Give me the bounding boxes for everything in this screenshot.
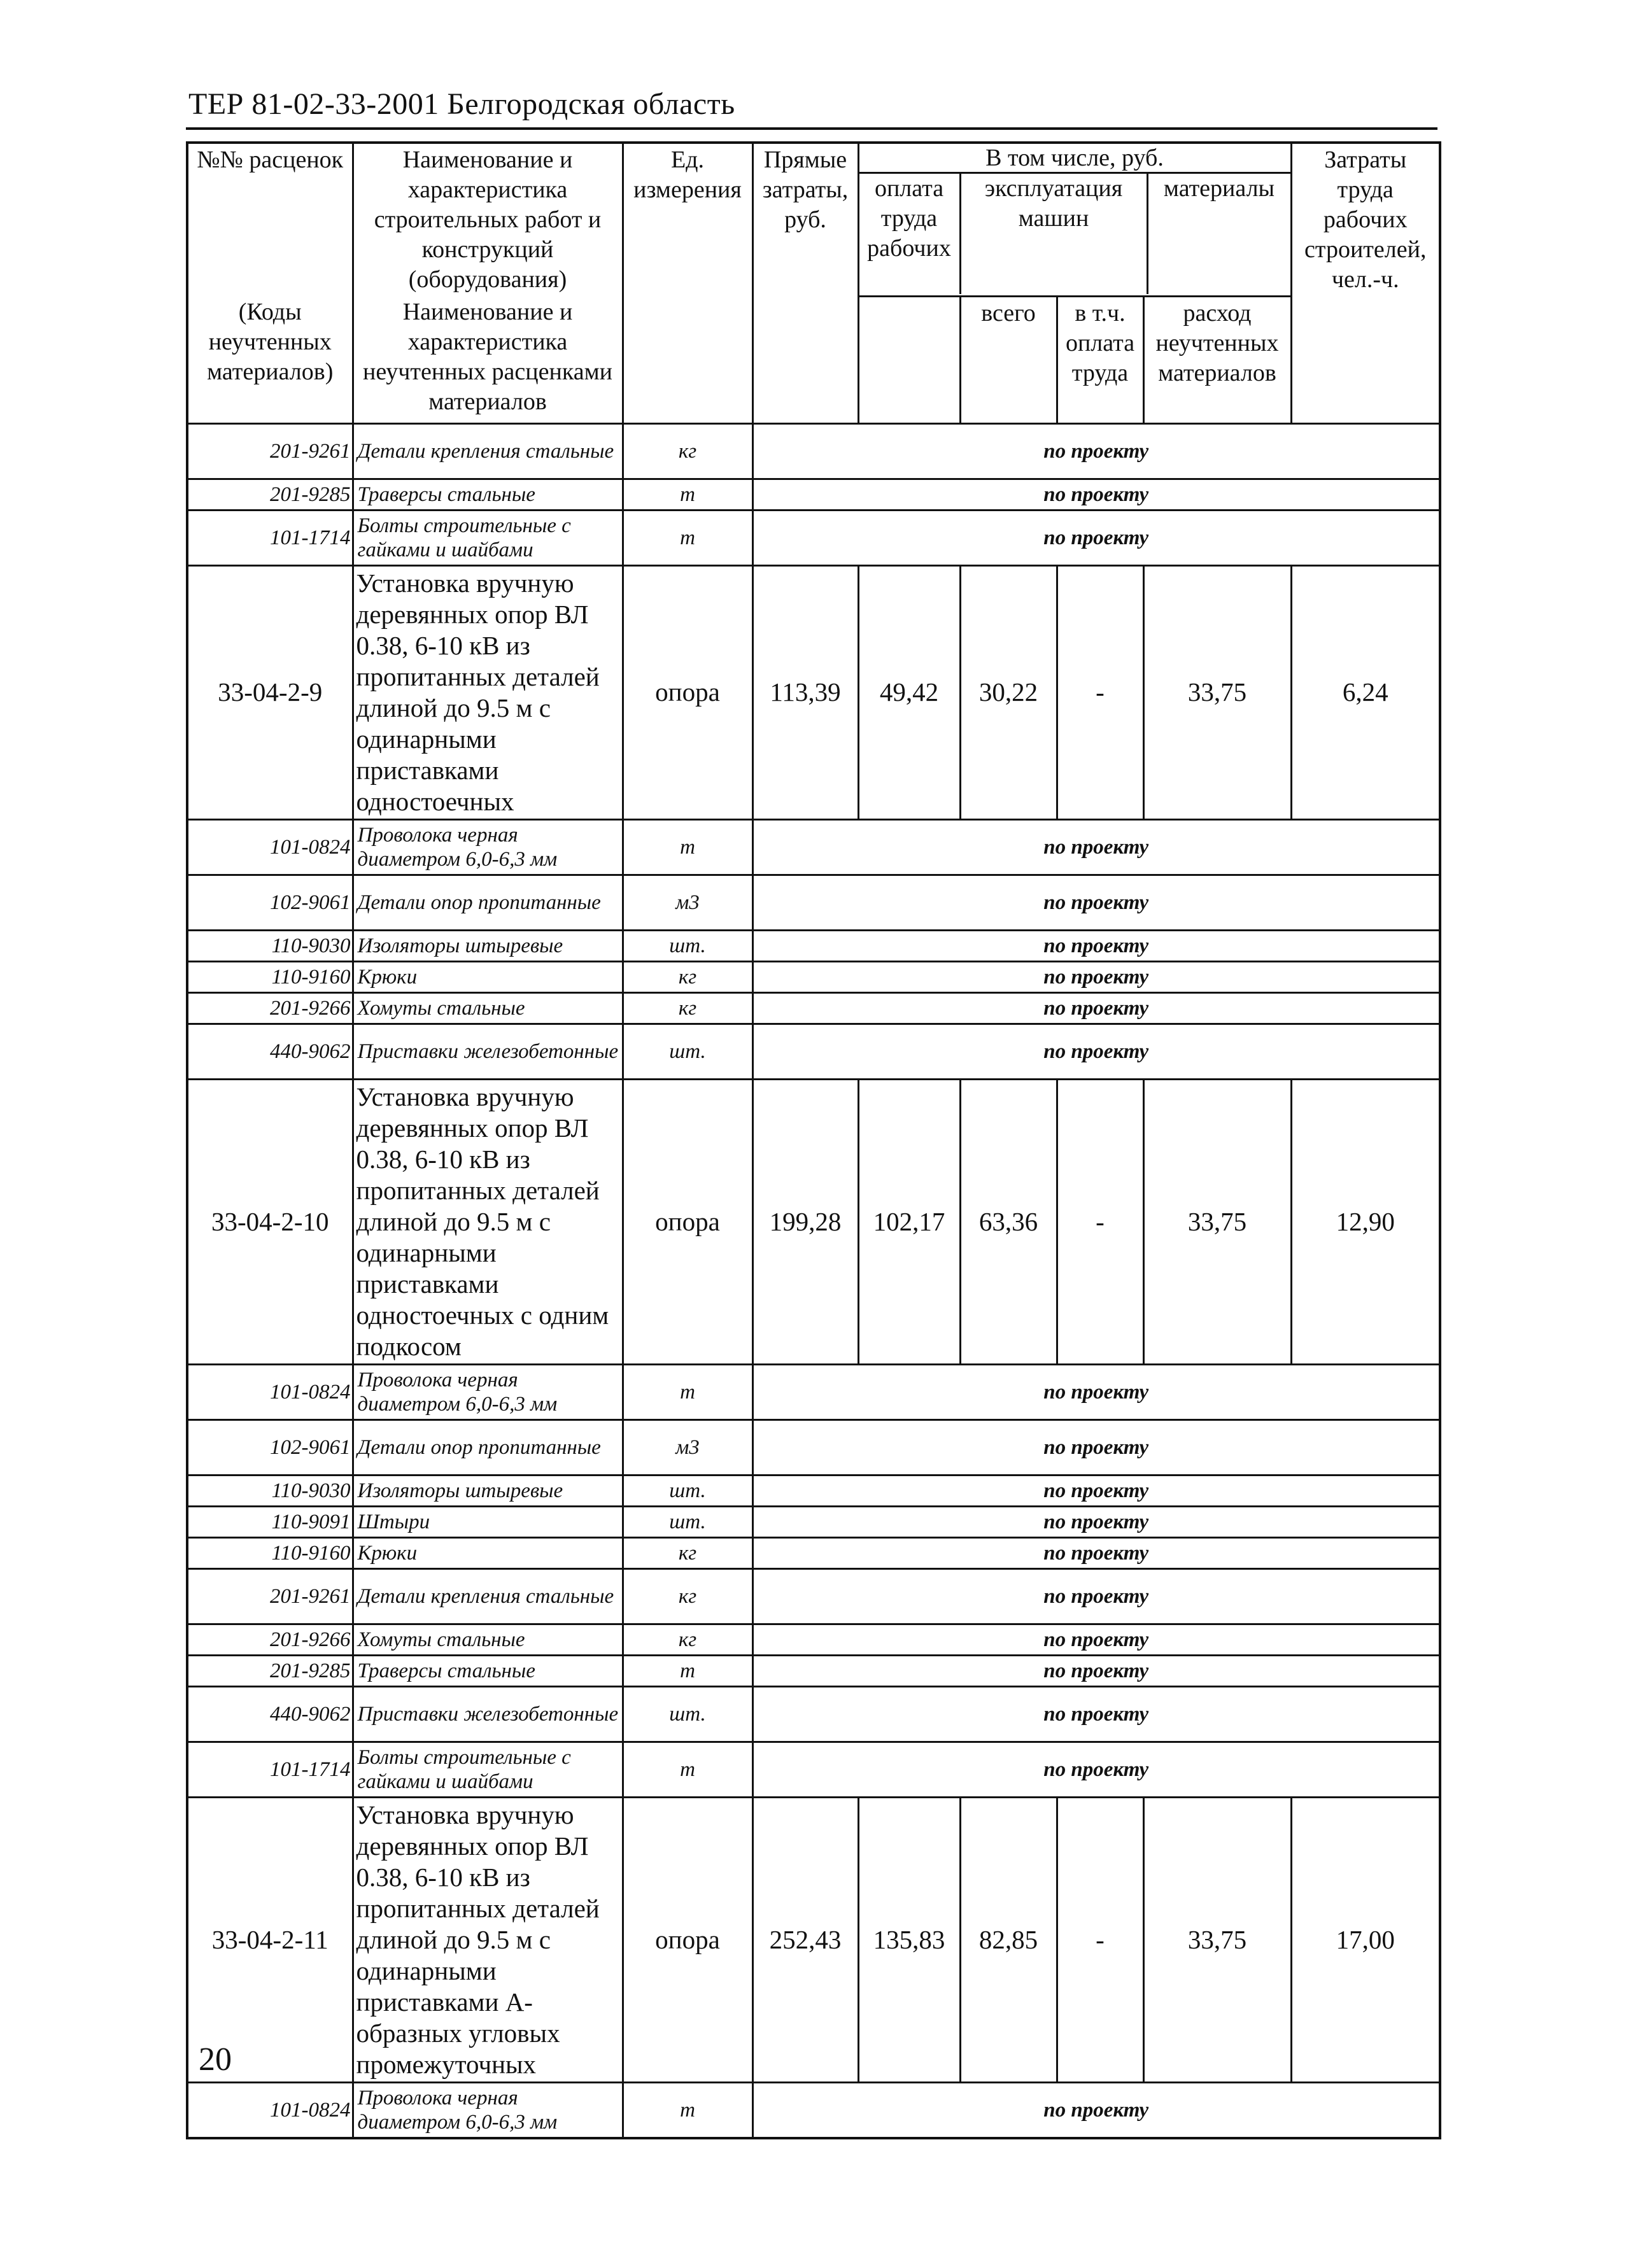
by-project-note: по проекту (752, 930, 1440, 961)
material-name: Детали опор пропитанные (353, 1419, 623, 1475)
material-name: Болты строительные с гайками и шайбами (353, 1742, 623, 1797)
title-underline (186, 127, 1437, 130)
material-code: 101-1714 (187, 510, 353, 565)
material-name: Проволока черная диаметром 6,0-6,3 мм (353, 1364, 623, 1419)
rate-wages: 102,17 (858, 1079, 960, 1364)
rates-table (186, 141, 1441, 2139)
by-project-note: по проекту (752, 1568, 1440, 1624)
material-row (187, 1568, 1440, 1624)
material-name: Проволока черная диаметром 6,0-6,3 мм (353, 2082, 623, 2138)
material-unit: т (623, 1655, 752, 1686)
rate-materials: 33,75 (1143, 565, 1291, 819)
header-row-top (187, 143, 1440, 296)
material-row (187, 423, 1440, 479)
rate-name: Установка вручную деревянных опор ВЛ 0.38, 6-10 кВ из пропитанных деталей длиной до 9.5 м с одинарными приставками одностоечных с одним подкосом (353, 1079, 623, 1364)
by-project-note: по проекту (752, 819, 1440, 875)
rate-name: Установка вручную деревянных опор ВЛ 0.38, 6-10 кВ из пропитанных деталей длиной до 9.5 м с одинарными приставками А-образных угловых промежуточных (353, 1797, 623, 2082)
material-row (187, 1537, 1440, 1568)
rate-unit: опора (623, 1797, 752, 2082)
document-title: ТЕР 81-02-33-2001 Белгородская область (188, 87, 735, 121)
material-name: Детали крепления стальные (353, 423, 623, 479)
header-including: В том числе, руб. (859, 144, 1290, 174)
by-project-note: по проекту (752, 1624, 1440, 1655)
by-project-note: по проекту (752, 1686, 1440, 1742)
material-unit: м3 (623, 1419, 752, 1475)
by-project-note: по проекту (752, 1364, 1440, 1419)
material-unit: т (623, 1742, 752, 1797)
material-row (187, 1624, 1440, 1655)
by-project-note: по проекту (752, 1537, 1440, 1568)
rate-materials: 33,75 (1143, 1079, 1291, 1364)
header-work-name: Наименование и характеристика строительных работ и конструкций (оборудования) (353, 143, 623, 296)
header-materials: материалы (1163, 175, 1275, 202)
material-row (187, 1655, 1440, 1686)
material-code: 102-9061 (187, 1419, 353, 1475)
material-unit: т (623, 2082, 752, 2138)
material-row (187, 992, 1440, 1024)
by-project-note: по проекту (752, 875, 1440, 930)
rate-code: 33-04-2-11 (187, 1797, 353, 2082)
material-unit: кг (623, 961, 752, 992)
material-code: 110-9030 (187, 930, 353, 961)
by-project-note: по проекту (752, 1475, 1440, 1506)
header-machines-total: всего (960, 296, 1057, 423)
material-code: 101-1714 (187, 1742, 353, 1797)
material-name: Болты строительные с гайками и шайбами (353, 510, 623, 565)
material-code: 102-9061 (187, 875, 353, 930)
rate-machines-wages: - (1057, 565, 1143, 819)
material-unit: кг (623, 1537, 752, 1568)
material-name: Приставки железобетонные (353, 1024, 623, 1079)
by-project-note: по проекту (752, 992, 1440, 1024)
material-unit: т (623, 1364, 752, 1419)
material-row (187, 1742, 1440, 1797)
material-unit: шт. (623, 930, 752, 961)
header-machines: эксплуатация машин (961, 174, 1148, 294)
rate-unit: опора (623, 565, 752, 819)
material-code: 201-9285 (187, 479, 353, 510)
material-row (187, 1364, 1440, 1419)
header-rate-code: №№ расценок (187, 143, 353, 296)
header-unaccounted-materials: расход неучтенных материалов (1143, 296, 1291, 423)
material-row (187, 930, 1440, 961)
by-project-note: по проекту (752, 1655, 1440, 1686)
by-project-note: по проекту (752, 1506, 1440, 1537)
material-code: 440-9062 (187, 1024, 353, 1079)
material-row (187, 1475, 1440, 1506)
by-project-note: по проекту (752, 479, 1440, 510)
page-number: 20 (199, 2041, 232, 2078)
rate-direct-costs: 199,28 (752, 1079, 858, 1364)
rate-direct-costs: 252,43 (752, 1797, 858, 2082)
material-unit: шт. (623, 1686, 752, 1742)
by-project-note: по проекту (752, 423, 1440, 479)
material-code: 110-9030 (187, 1475, 353, 1506)
material-unit: м3 (623, 875, 752, 930)
material-unit: т (623, 819, 752, 875)
rate-row (187, 565, 1440, 819)
header-wages: оплата труда рабочих (859, 174, 961, 294)
rate-name: Установка вручную деревянных опор ВЛ 0.38, 6-10 кВ из пропитанных деталей длиной до 9.5 м с одинарными приставками одностоечных (353, 565, 623, 819)
material-name: Проволока черная диаметром 6,0-6,3 мм (353, 819, 623, 875)
material-unit: шт. (623, 1506, 752, 1537)
material-code: 201-9261 (187, 423, 353, 479)
material-code: 101-0824 (187, 2082, 353, 2138)
material-row (187, 1506, 1440, 1537)
rate-unit: опора (623, 1079, 752, 1364)
header-material-names: Наименование и характеристика неучтенных расценками материалов (353, 296, 623, 423)
material-name: Траверсы стальные (353, 479, 623, 510)
material-name: Детали крепления стальные (353, 1568, 623, 1624)
header-machines-wages: в т.ч. оплата труда (1057, 296, 1143, 423)
material-name: Приставки железобетонные (353, 1686, 623, 1742)
material-name: Штыри (353, 1506, 623, 1537)
by-project-note: по проекту (752, 510, 1440, 565)
material-row (187, 875, 1440, 930)
material-row (187, 1024, 1440, 1079)
header-including-group (858, 143, 1291, 296)
material-row (187, 1419, 1440, 1475)
material-code: 110-9091 (187, 1506, 353, 1537)
material-row (187, 2082, 1440, 2138)
material-name: Траверсы стальные (353, 1655, 623, 1686)
rate-machines-total: 30,22 (960, 565, 1057, 819)
rate-labor: 17,00 (1291, 1797, 1440, 2082)
material-code: 201-9266 (187, 1624, 353, 1655)
material-unit: т (623, 479, 752, 510)
material-unit: т (623, 510, 752, 565)
material-unit: кг (623, 992, 752, 1024)
material-unit: кг (623, 1568, 752, 1624)
by-project-note: по проекту (752, 1024, 1440, 1079)
material-code: 110-9160 (187, 961, 353, 992)
material-unit: шт. (623, 1024, 752, 1079)
material-code: 101-0824 (187, 819, 353, 875)
rate-wages: 135,83 (858, 1797, 960, 2082)
material-row (187, 961, 1440, 992)
material-code: 201-9285 (187, 1655, 353, 1686)
header-material-codes: (Коды неучтенных материалов) (187, 296, 353, 423)
material-code: 110-9160 (187, 1537, 353, 1568)
material-name: Изоляторы штыревые (353, 1475, 623, 1506)
material-row (187, 819, 1440, 875)
material-name: Детали опор пропитанные (353, 875, 623, 930)
material-name: Крюки (353, 961, 623, 992)
header-unit: Ед. измерения (623, 143, 752, 423)
material-row (187, 479, 1440, 510)
rate-materials: 33,75 (1143, 1797, 1291, 2082)
material-name: Хомуты стальные (353, 1624, 623, 1655)
material-unit: шт. (623, 1475, 752, 1506)
by-project-note: по проекту (752, 2082, 1440, 2138)
material-code: 440-9062 (187, 1686, 353, 1742)
material-name: Хомуты стальные (353, 992, 623, 1024)
material-row (187, 510, 1440, 565)
rate-direct-costs: 113,39 (752, 565, 858, 819)
rate-machines-wages: - (1057, 1797, 1143, 2082)
rate-code: 33-04-2-10 (187, 1079, 353, 1364)
by-project-note: по проекту (752, 961, 1440, 992)
rate-row (187, 1079, 1440, 1364)
material-code: 101-0824 (187, 1364, 353, 1419)
material-unit: кг (623, 1624, 752, 1655)
material-row (187, 1686, 1440, 1742)
rate-labor: 6,24 (1291, 565, 1440, 819)
rate-code: 33-04-2-9 (187, 565, 353, 819)
rate-row (187, 1797, 1440, 2082)
material-unit: кг (623, 423, 752, 479)
rate-machines-wages: - (1057, 1079, 1143, 1364)
material-name: Изоляторы штыревые (353, 930, 623, 961)
material-code: 201-9266 (187, 992, 353, 1024)
material-code: 201-9261 (187, 1568, 353, 1624)
by-project-note: по проекту (752, 1419, 1440, 1475)
header-direct-costs: Прямые затраты, руб. (752, 143, 858, 423)
header-wages-blank (858, 296, 960, 423)
header-labor-costs: Затраты труда рабочих строителей, чел.-ч. (1291, 143, 1440, 423)
rate-machines-total: 63,36 (960, 1079, 1057, 1364)
rate-machines-total: 82,85 (960, 1797, 1057, 2082)
rate-wages: 49,42 (858, 565, 960, 819)
material-name: Крюки (353, 1537, 623, 1568)
by-project-note: по проекту (752, 1742, 1440, 1797)
rate-labor: 12,90 (1291, 1079, 1440, 1364)
